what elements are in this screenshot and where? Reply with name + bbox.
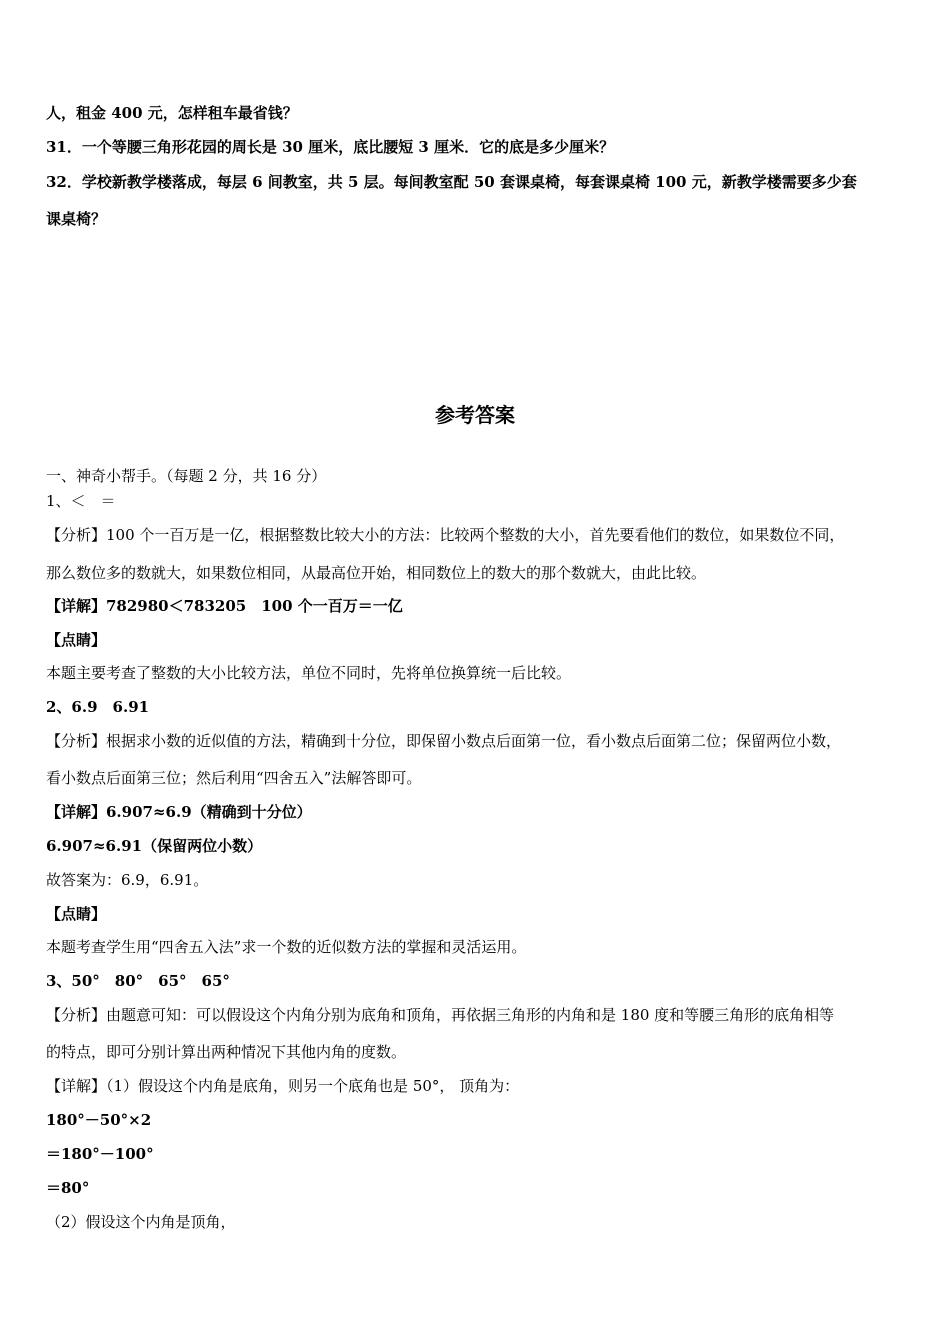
question-32-line1: 32．学校新教学楼落成，每层 6 间教室，共 5 层。每间教室配 50 套课桌椅，每套课桌椅 100 元，新教学楼需要多少套: [46, 173, 857, 191]
answer-3-calc-2: ＝180°－100°: [46, 1145, 154, 1163]
answer-1-analysis-line2: 那么数位多的数就大，如果数位相同，从最高位开始，相同数位上的数大的那个数就大，由此比较。: [46, 564, 707, 582]
answer-3-analysis-line1: 【分析】由题意可知：可以假设这个内角分别为底角和顶角，再依据三角形的内角和是 180 度和等腰三角形的底角相等: [46, 1006, 835, 1024]
question-31: 31．一个等腰三角形花园的周长是 30 厘米，底比腰短 3 厘米．它的底是多少厘米？: [46, 138, 615, 156]
answer-2: 2、6.9 6.91: [46, 698, 150, 716]
answer-3-calc-1: 180°－50°×2: [46, 1111, 152, 1129]
answer-1-detail: 【详解】782980＜783205 100 个一百万＝一亿: [46, 597, 403, 615]
answer-3-case2: （2）假设这个内角是顶角，: [46, 1213, 236, 1231]
question-30-tail: 人，租金 400 元，怎样租车最省钱？: [46, 104, 298, 122]
answer-1: 1、＜ ＝: [46, 492, 116, 510]
answer-2-note: 本题考查学生用“四舍五入法”求一个数的近似数方法的掌握和灵活运用。: [46, 938, 527, 956]
answer-3-analysis-line2: 的特点，即可分别计算出两种情况下其他内角的度数。: [46, 1043, 407, 1061]
answer-3-detail: 【详解】（1）假设这个内角是底角，则另一个底角也是 50°， 顶角为：: [46, 1077, 520, 1095]
answer-2-analysis-line2: 看小数点后面第三位；然后利用“四舍五入”法解答即可。: [46, 769, 422, 787]
section-1-heading: 一、神奇小帮手。（每题 2 分，共 16 分）: [46, 467, 327, 485]
answer-2-analysis-line1: 【分析】根据求小数的近似值的方法，精确到十分位，即保留小数点后面第一位，看小数点后面第二位；保留两位小数，: [46, 732, 842, 750]
answer-1-note-label: 【点睛】: [46, 631, 107, 649]
answer-3: 3、50° 80° 65° 65°: [46, 972, 230, 990]
answer-2-note-label: 【点睛】: [46, 905, 107, 923]
answer-2-final: 故答案为：6.9，6.91。: [46, 871, 209, 889]
answer-2-detail-2: 6.907≈6.91（保留两位小数）: [46, 837, 263, 855]
answer-1-note: 本题主要考查了整数的大小比较方法，单位不同时，先将单位换算统一后比较。: [46, 664, 572, 682]
answer-3-calc-3: ＝80°: [46, 1179, 90, 1197]
answer-2-detail: 【详解】6.907≈6.9（精确到十分位）: [46, 803, 312, 821]
answers-title: 参考答案: [435, 403, 515, 427]
answer-1-analysis-line1: 【分析】100 个一百万是一亿，根据整数比较大小的方法：比较两个整数的大小，首先要看他们的数位，如果数位不同，: [46, 526, 845, 544]
question-32-line2: 课桌椅？: [46, 210, 107, 228]
